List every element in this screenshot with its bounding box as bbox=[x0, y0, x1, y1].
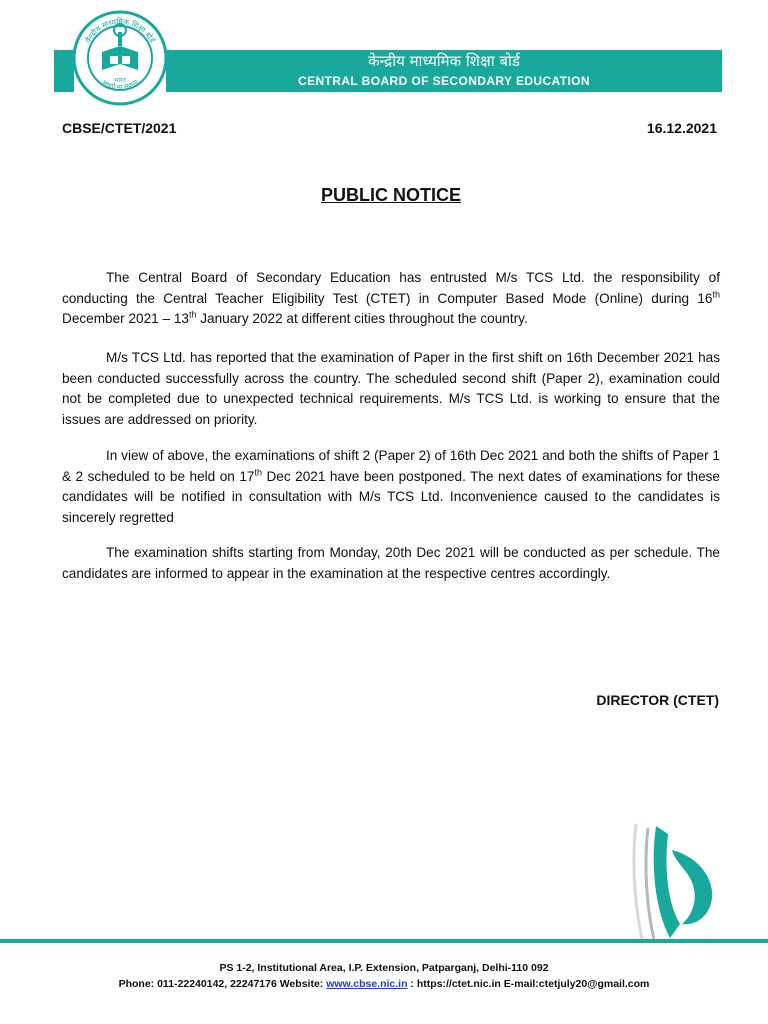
board-name-english: CENTRAL BOARD OF SECONDARY EDUCATION bbox=[298, 74, 590, 88]
cbse-logo bbox=[72, 10, 168, 106]
signatory: DIRECTOR (CTET) bbox=[596, 692, 719, 708]
website-link[interactable]: www.cbse.nic.in bbox=[326, 978, 408, 990]
footer-divider bbox=[0, 939, 768, 943]
paragraph-4: The examination shifts starting from Monday, 20th Dec 2021 will be conducted as per schedule. The candidates are informed to appear in the examination at the respective centres accordingly. bbox=[62, 545, 720, 581]
paragraph-2: M/s TCS Ltd. has reported that the examination of Paper in the first shift on 16th December 2021 has been conducted successfully across the country. The scheduled second shift (Paper 2), examination could not be completed due to unexpected technical requirements. M/s TCS Ltd. is working to ensure that the issues are addressed on priority. bbox=[62, 350, 720, 427]
paragraph-3: In view of above, the examinations of shift 2 (Paper 2) of 16th Dec 2021 and both the shifts of Paper 1 & 2 scheduled to be held on 17th Dec 2021 have been postponed. The next dates of examinations for these candidates will be notified in consultation with M/s TCS Ltd. Inconvenience caused to the candidates is sincerely regretted bbox=[62, 448, 720, 525]
notice-date: 16.12.2021 bbox=[646, 120, 717, 136]
footer-address: PS 1-2, Institutional Area, I.P. Extension, Patparganj, Delhi-110 092 bbox=[219, 962, 549, 974]
decorative-book-graphic bbox=[626, 820, 722, 945]
reference-number: CBSE/CTET/2021 bbox=[62, 120, 177, 136]
footer-contact: Phone: 011-22240142, 22247176 Website: www.cbse.nic.in : https://ctet.nic.in E-mail:ctetjuly20@gmail.com bbox=[118, 978, 650, 990]
logo-ring-text: केन्द्रीय माध्यमिक शिक्षा बोर्ड bbox=[83, 16, 157, 45]
logo-country: भारत bbox=[114, 77, 126, 84]
header-band-left bbox=[54, 50, 74, 92]
logo-motto: असतो मा सद्गमय bbox=[100, 77, 140, 92]
board-name-hindi: केन्द्रीय माध्यमिक शिक्षा बोर्ड bbox=[368, 52, 520, 70]
notice-title: PUBLIC NOTICE bbox=[320, 185, 461, 205]
paragraph-1: The Central Board of Secondary Education has entrusted M/s TCS Ltd. the responsibility of conducting the Central Teacher Eligibility Test (CTET) in Computer Based Mode (Online) during 16th December 2021 – 13th January 2022 at different cities throughout the country. bbox=[62, 270, 720, 326]
